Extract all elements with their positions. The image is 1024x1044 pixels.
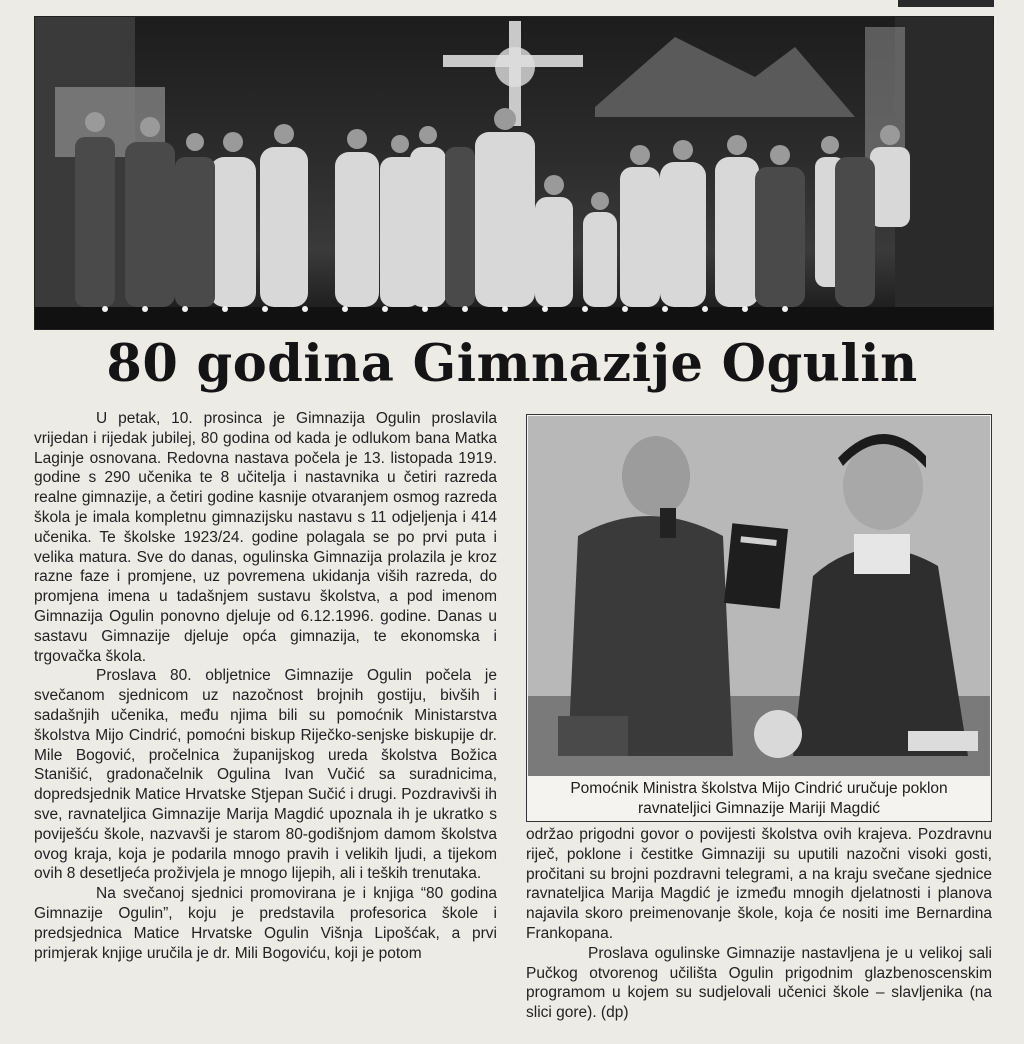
article-headline: 80 godina Gimnazije Ogulin xyxy=(106,334,918,394)
stage-photo-illustration xyxy=(35,17,993,329)
article-right-column xyxy=(526,825,992,1040)
corner-mark xyxy=(898,0,994,7)
article-paragraph: održao prigodni govor o povijesti školstva ovih krajeva. Pozdravnu riječ, poklone i čestitke Gimnaziji su uputili nazočni visoki gosti, pročitani su brojni pozdravni telegrami, a na kraju svečane sjednice ravnateljica Marija Magdić je između mnogih djelatnosti i planova najavila skoro preimenovanje škole, koja će nositi ime Bernardina Frankopana. xyxy=(526,826,992,942)
photo-caption-line: ravnateljici Gimnazije Mariji Magdić xyxy=(637,800,881,817)
stage-performance-photo xyxy=(34,16,994,330)
article-paragraph: Proslava ogulinske Gimnazije nastavljena je u velikoj sali Pučkog otvorenog učilišta Ogulin prigodnim glazbenoscenskim programom u kojem su sudjelovali učenici škole – slavljenika (na slici gore). (dp) xyxy=(526,944,992,1022)
gift-handover-photo xyxy=(528,416,990,776)
article-left-column xyxy=(34,409,497,1039)
photo-caption-line: Pomoćnik Ministra školstva Mijo Cindrić uručuje poklon xyxy=(570,780,948,797)
article-paragraph: Na svečanoj sjednici promovirana je i knjiga “80 godina Gimnazije Ogulin”, koju je predstavila profesorica škole i predsjednica Matice Hrvatske Ogulin Višnja Lipošćak, a prvi primjerak knjige uručila je dr. Mili Bogoviću, koji je potom xyxy=(34,885,497,962)
gift-photo-illustration xyxy=(528,416,990,776)
article-paragraph: Proslava 80. obljetnice Gimnazije Ogulin počela je svečanom sjednicom uz nazočnost brojnih gostiju, bivših i sadašnjih učenika, među njima bili su pomoćnik Ministarstva školstva Mijo Cindrić, pomoćni biskup Riječko-senjske biskupije dr. Mile Bogović, pročelnica županijskog ureda školstva Božica Stanišić, gradonačelnik Ogulina Ivan Vučić sa suradnicima, dopredsjednik Matice Hrvatske Stjepan Sučić i drugi. Pozdravivši ih sve, ravnateljica Gimnazije Marija Magdić upoznala ih je ukratko s poviješću škole, nazvavši je starom 80-godišnjom damom školstva ovog kraja, koja je podarila mnogo pravih i velikih ljudi, a tijekom ovih 8 desetljeća proživjela je mnogo lijepih, ali i teških trenutaka. xyxy=(34,667,497,883)
gift-handover-photo-frame xyxy=(526,414,992,822)
photo-caption xyxy=(527,777,991,821)
article-paragraph: U petak, 10. prosinca je Gimnazija Ogulin proslavila vrijedan i rijedak jubilej, 80 godina od kada je odlukom bana Matka Laginje osnovana. Redovna nastava počela je 13. listopada 1919. godine s 290 učenika te 8 učitelja i nastavnika u četiri razreda realne gimnazije, a četiri godine kasnije otvaranjem osmog razreda škola je imala kompletnu gimnazijsku nastavu s 11 odjeljenja i 414 učenika. Te školske 1923/24. godine polagala se po prvi puta i velika matura. Sve do danas, ogulinska Gimnazija prolazila je kroz razne faze i promjene, uz povremena ukidanja viših razreda, do promjena imena u tadašnjem sustavu školstva, a pod imenom Gimnazija Ogulin ponovno djeluje od 6.12.1996. godine. Danas u sastavu Gimnazije djeluje opća gimnazija, te ekonomska i trgovačka škola. xyxy=(34,410,497,665)
